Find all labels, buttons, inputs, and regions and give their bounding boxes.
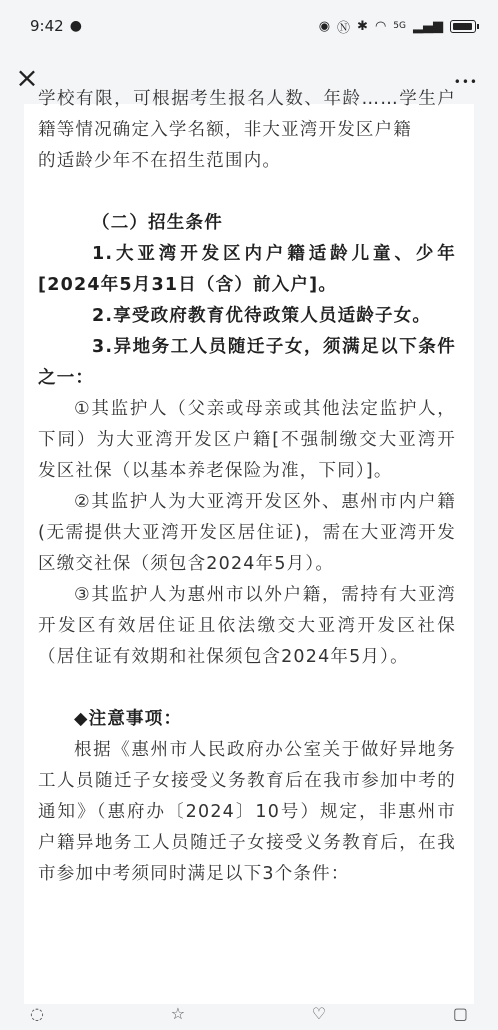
bluetooth-icon: ✱ <box>357 18 368 34</box>
article-content[interactable] <box>24 89 474 1004</box>
close-button[interactable] <box>14 61 40 94</box>
message-icon: ● <box>69 18 82 34</box>
more-options-button[interactable] <box>454 65 478 91</box>
article-paragraph: ①其监护人（父亲或母亲或其他法定监护人，下同）为大亚湾开发区户籍[不强制缴交大亚湾开发区社保（以基本养老保险为准，下同）]。 <box>38 399 456 481</box>
article-body <box>38 84 456 890</box>
article-paragraph: 1.大亚湾开发区内户籍适龄儿童、少年[2024年5月31日（含）前入户]。 <box>38 244 456 295</box>
nfc-icon: Ⓝ <box>337 20 351 36</box>
wifi-icon: ◠ <box>374 18 387 34</box>
article-paragraph: ◆注意事项： <box>74 709 183 729</box>
article-paragraph: 3.异地务工人员随迁子女，须满足以下条件之一： <box>38 337 456 388</box>
eye-icon: ◉ <box>318 18 331 34</box>
article-paragraph: 学校有限，可根据考生报名人数、年龄……学生户籍等情况确定入学名额，非大亚湾开发区户籍 <box>38 89 456 140</box>
article-paragraph: ③其监护人为惠州市以外户籍，需持有大亚湾开发区有效居住证且依法缴交大亚湾开发区社保（居住证有效期和社保须包含2024年5月）。 <box>38 585 456 667</box>
status-time: 9:42 <box>30 17 64 35</box>
article-paragraph: （二）招生条件 <box>92 213 223 233</box>
close-icon: × <box>15 61 39 94</box>
battery-icon <box>450 20 476 33</box>
bottom-bar <box>0 1004 498 1030</box>
favorite-icon[interactable]: ♡ <box>311 1004 327 1023</box>
network-type: 5G <box>393 21 406 31</box>
like-icon[interactable]: ☆ <box>170 1004 186 1023</box>
share-icon[interactable]: ◌ <box>30 1004 44 1023</box>
paragraph-gap <box>38 177 456 208</box>
article-paragraph: ②其监护人为大亚湾开发区外、惠州市内户籍(无需提供大亚湾开发区居住证)，需在大亚湾开发区缴交社保（须包含2024年5月）。 <box>38 492 456 574</box>
signal-icon: ▂▄▆ <box>413 18 443 34</box>
paragraph-gap <box>38 673 456 704</box>
article-paragraph: 根据《惠州市人民政府办公室关于做好异地务工人员随迁子女接受义务教育后在我市参加中考的通知》（惠府办〔2024〕10号）规定，非惠州市户籍异地务工人员随迁子女接受义务教育后，在我市参加中考须同时满足以下3个条件： <box>38 740 456 884</box>
article-paragraph: 2.享受政府教育优待政策人员适龄子女。 <box>92 306 432 326</box>
article-paragraph: 的适龄少年不在招生范围内。 <box>38 151 282 171</box>
comment-icon[interactable]: ▢ <box>452 1004 468 1023</box>
more-icon: ••• <box>453 75 478 89</box>
status-bar <box>0 0 498 52</box>
